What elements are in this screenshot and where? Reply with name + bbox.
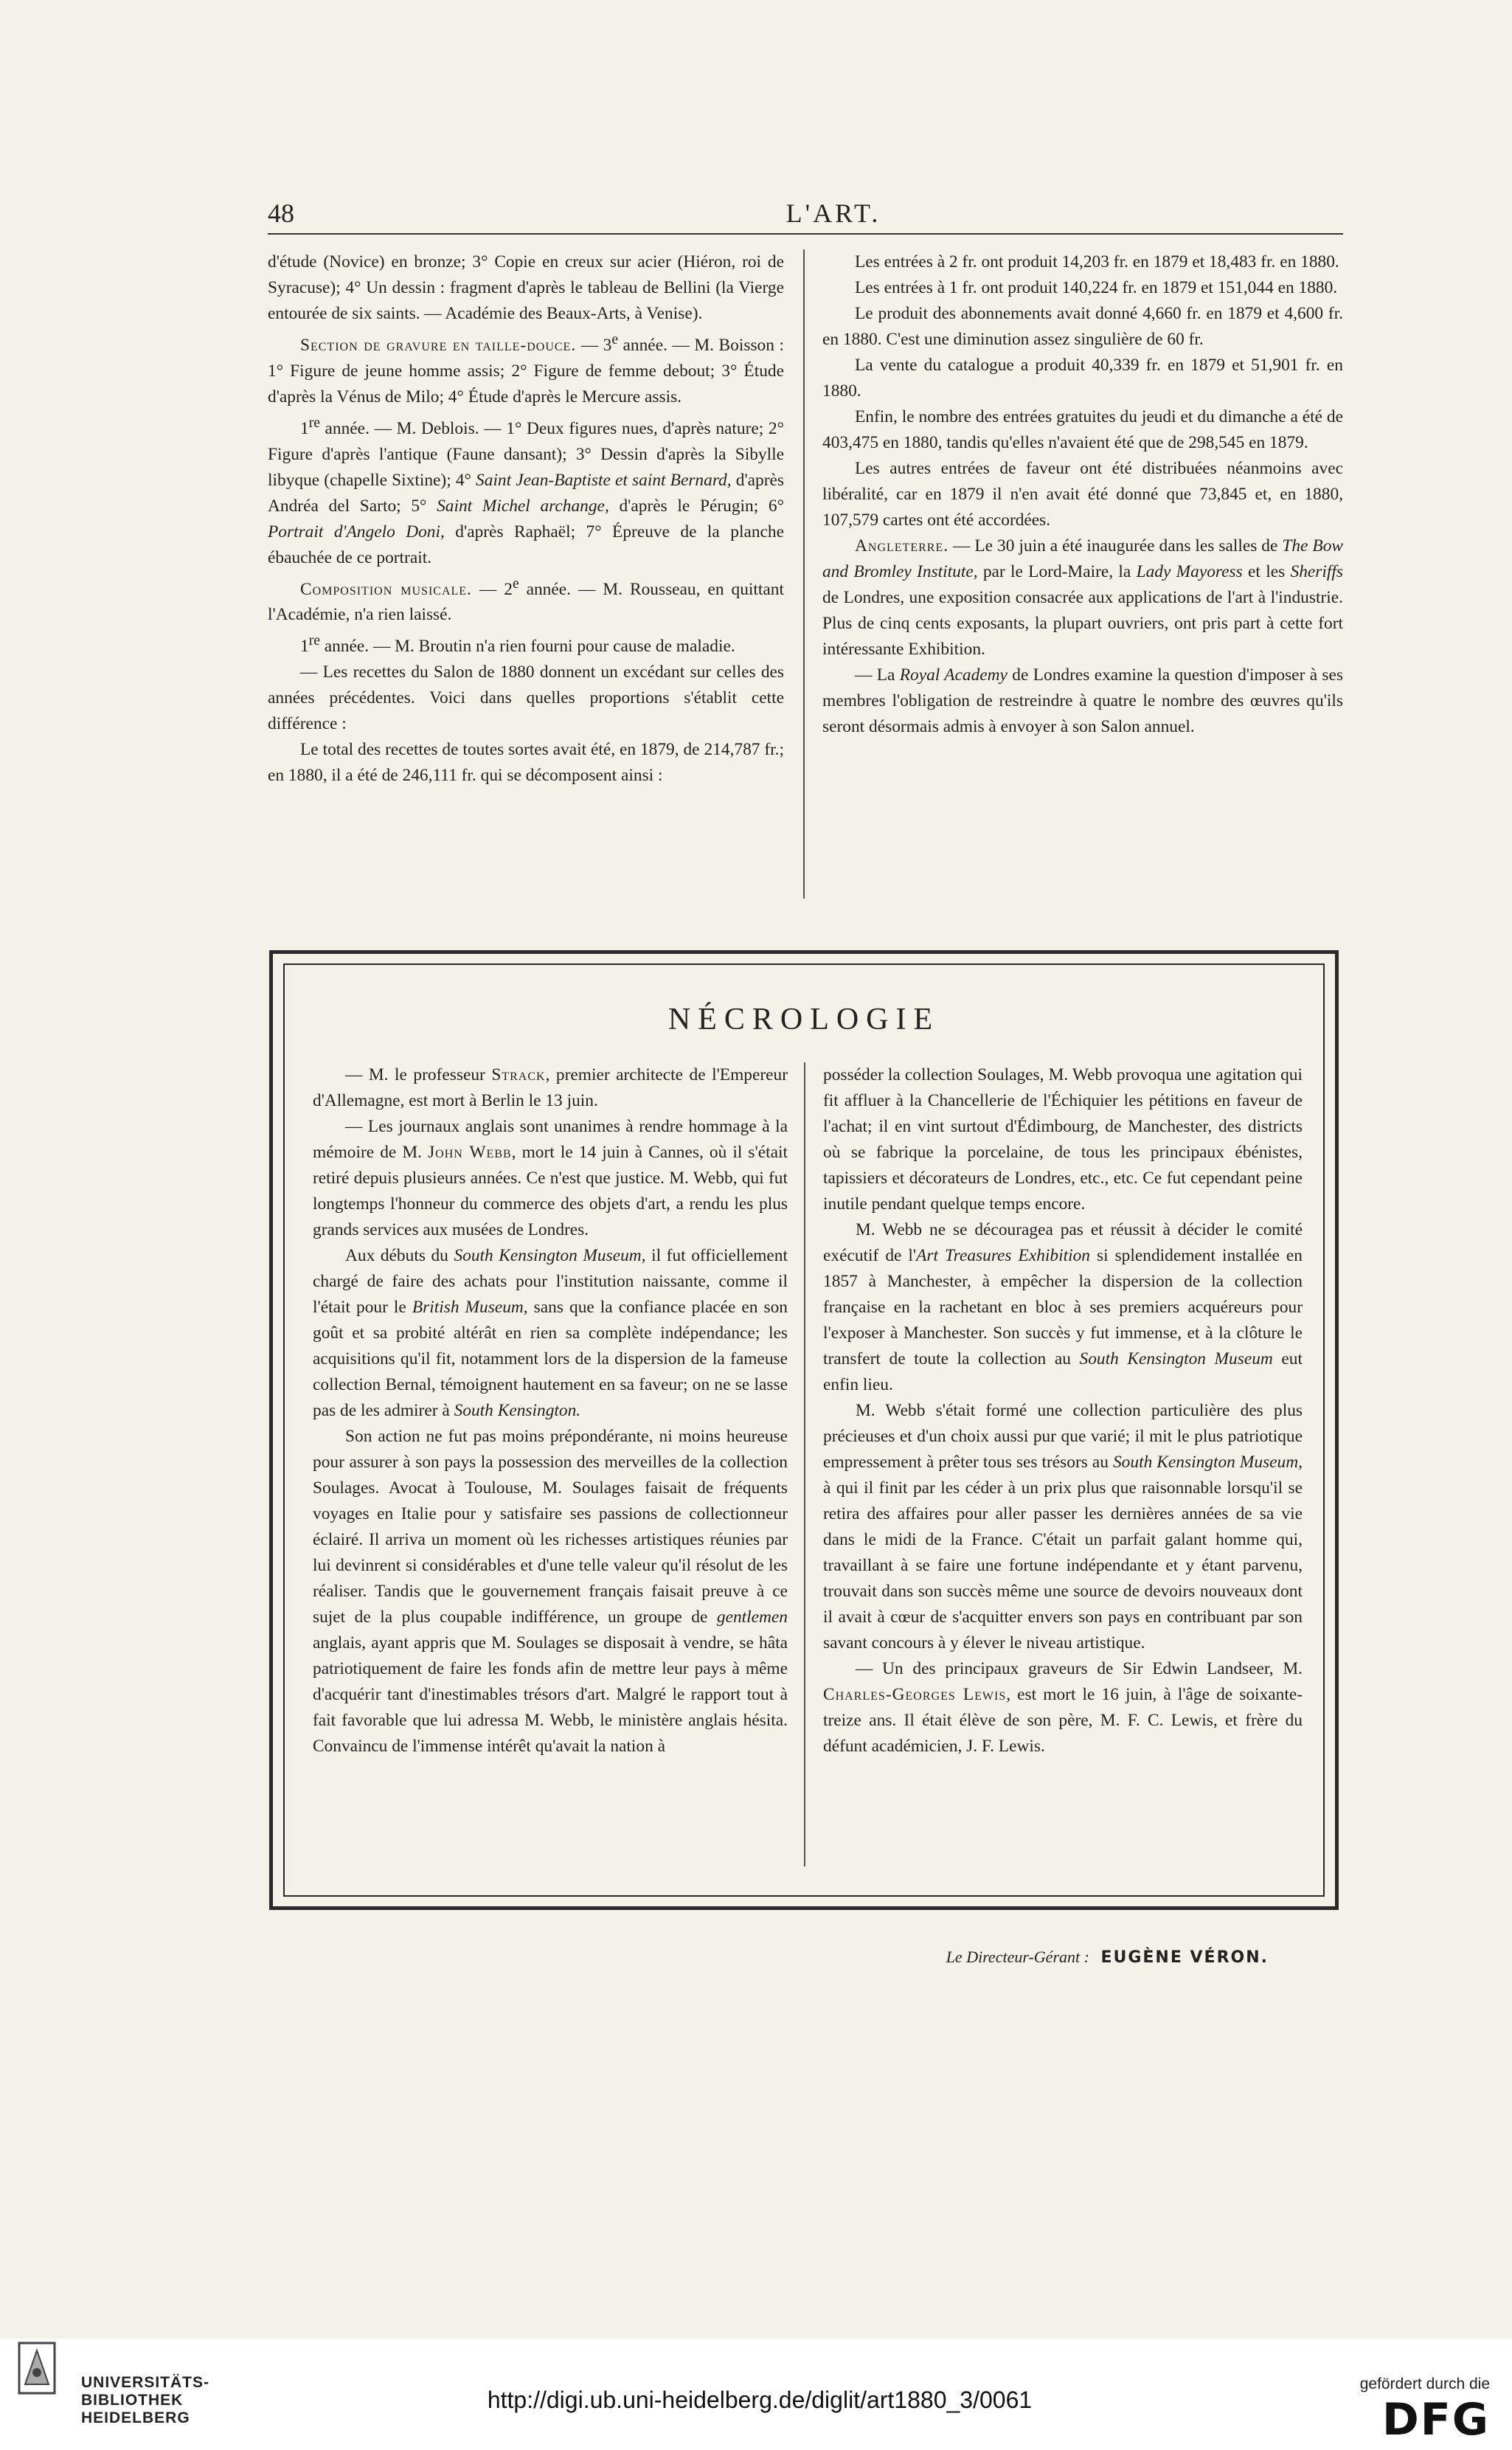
paragraph: Composition musicale. — 2e année. — M. Rousseau, en quittant l'Académie, n'a rien laissé. <box>268 575 784 625</box>
signature-line <box>811 1948 1269 1967</box>
paragraph: Le total des recettes de toutes sortes avait été, en 1879, de 214,787 fr.; en 1880, il a été de 246,111 fr. qui se décomposent ainsi : <box>268 740 784 786</box>
paragraph: Angleterre. — Le 30 juin a été inaugurée dans les salles de The Bow and Bromley Institute, par le Lord-Maire, la Lady Mayoress et les Sheriffs de Londres, une exposition consacrée aux applications de l'art à l'industrie. Plus de cinq cents exposants, la plupart ouvriers, ont pris part à cette fort intéressante Exhibition. <box>822 536 1343 659</box>
university-line-2: BIBLIOTHEK <box>81 2392 184 2409</box>
university-name <box>81 2374 209 2427</box>
paragraph: Les entrées à 1 fr. ont produit 140,224 fr. en 1879 et 151,044 en 1880. <box>855 278 1338 297</box>
signature-name: EUGÈNE VÉRON. <box>1100 1948 1269 1967</box>
paragraph: M. Webb s'était formé une collection particulière des plus précieuses et d'un choix aussi pur que varié; il mit le plus patriotique empressement à prêter tous ses trésors au South Kensington Museum, à qui il finit par les céder à un prix plus que raisonnable lorsqu'il se retira des affaires pour aller passer les dernières années de sa vie dans le midi de la France. C'était un parfait galant homme qui, travaillant à se faire une fortune indépendante et y étant parvenu, trouvait dans son succès même une source de devoirs nouveaux dont il avait à cœur de s'acquitter envers son pays en contribuant par son savant concours à y élever le niveau artistique. <box>823 1401 1303 1653</box>
paragraph: M. Webb ne se découragea pas et réussit à décider le comité exécutif de l'Art Treasures Exhibition si splendidement installée en 1857 à Manchester, à empêcher la dispersion de la collection française en la rachetant en bloc à ses premiers acquéreurs pour l'exposer à Manchester. Son succès y fut immense, et à la clôture le transfert de toute la collection au South Kensington Museum eut enfin lieu. <box>823 1220 1303 1394</box>
dfg-logo-icon: DFG <box>1381 2394 1490 2446</box>
paragraph: Son action ne fut pas moins prépondérante, ni moins heureuse pour assurer à son pays la possession des merveilles de la collection Soulages. Avocat à Toulouse, M. Soulages faisait de fréquents voyages en Italie pour y satisfaire ses passions de collectionneur éclairé. Il arriva un moment où les richesses artistiques réunies par lui devinrent si considérables et d'une telle valeur qu'il résolut de les réaliser. Tandis que le gouvernement français faisait preuve à ce sujet de la plus coupable indifférence, un groupe de gentlemen anglais, ayant appris que M. Soulages se disposait à vendre, se hâta patriotiquement de faire les fonds afin de mettre leur pays à même d'acquérir tant d'inestimables trésors d'art. Malgré le rapport tout à fait favorable que lui adressa M. Webb, le ministère anglais hésita. Convaincu de l'immense intérêt qu'avait la nation à <box>313 1427 788 1756</box>
signature-role: Le Directeur-Gérant : <box>946 1948 1089 1966</box>
permalink-url[interactable]: http://digi.ub.uni-heidelberg.de/diglit/art1880_3/0061 <box>487 2387 1033 2413</box>
paragraph: Aux débuts du South Kensington Museum, il fut officiellement chargé de faire des achats pour l'institution naissante, comme il l'était pour le British Museum, sans que la confiance placée en son goût et sa probité altérât en rien sa complète indépendance; les acquisitions qu'il fit, notamment lors de la dispersion de la fameuse collection Bernal, témoignent hautement en sa faveur; on ne se lasse pas de les admirer à South Kensington. <box>313 1246 788 1420</box>
necrologie-title: NÉCROLOGIE <box>667 1003 940 1037</box>
paragraph: Le produit des abonnements avait donné 4,660 fr. en 1879 et 4,600 fr. en 1880. C'est une diminution assez singulière de 60 fr. <box>822 304 1343 349</box>
paragraph: Section de gravure en taille-douce. — 3e année. — M. Boisson : 1° Figure de jeune homme assis; 2° Figure de femme debout; 3° Étude d'après la Vénus de Milo; 4° Étude d'après le Mercure assis. <box>268 332 784 406</box>
paragraph: — La Royal Academy de Londres examine la question d'imposer à ses membres l'obligation de restreindre à quatre le nombre des œuvres qu'ils seront désormais admis à envoyer à son Salon annuel. <box>822 665 1343 736</box>
paragraph: — Les recettes du Salon de 1880 donnent un excédant sur celles des années précédentes. Voici dans quelles proportions s'établit cette différence : <box>268 662 784 734</box>
top-right-column <box>822 249 1343 740</box>
paragraph: d'étude (Novice) en bronze; 3° Copie en creux sur acier (Hiéron, roi de Syracuse); 4° Un dessin : fragment d'après le tableau de Bellini (la Vierge entourée de six saints. — Académie des Beaux-Arts, à Venise). <box>268 252 784 323</box>
header-rule <box>268 233 1343 235</box>
paragraph: 1re année. — M. Broutin n'a rien fourni pour cause de maladie. <box>300 633 735 657</box>
top-column-separator <box>803 249 805 899</box>
paragraph: La vente du catalogue a produit 40,339 fr. en 1879 et 51,901 fr. en 1880. <box>822 356 1343 401</box>
necrologie-right-column <box>823 1062 1303 1759</box>
top-left-column <box>268 249 784 789</box>
funding-label: gefördert durch die <box>1359 2375 1490 2392</box>
paragraph: Les autres entrées de faveur ont été distribuées néanmoins avec libéralité, car en 1879 il n'en avait été donné que 73,845 et, en 1880, 107,579 cartes ont été accordées. <box>822 459 1343 530</box>
paragraph: — Les journaux anglais sont unanimes à rendre hommage à la mémoire de M. John Webb, mort le 14 juin à Cannes, où il s'était retiré depuis plusieurs années. Ce n'est que justice. M. Webb, qui fut longtemps l'honneur du commerce des objets d'art, a rendu les plus grands services aux musées de Londres. <box>313 1117 788 1239</box>
journal-title: L'ART. <box>786 198 881 228</box>
paragraph: 1re année. — M. Deblois. — 1° Deux figures nues, d'après nature; 2° Figure d'après l'antique (Faune dansant); 3° Dessin d'après la Sibylle libyque (chapelle Sixtine); 4° Saint Jean-Baptiste et saint Bernard, d'après Andréa del Sarto; 5° Saint Michel archange, d'après le Pérugin; 6° Portrait d'Angelo Doni, d'après Raphaël; 7° Épreuve de la planche ébauchée de ce portrait. <box>268 415 785 567</box>
university-line-1: UNIVERSITÄTS- <box>81 2374 210 2391</box>
paragraph: — Un des principaux graveurs de Sir Edwin Landseer, M. Charles-Georges Lewis, est mort le 16 juin, à l'âge de soixante-treize ans. Il était élève de son père, M. F. C. Lewis, et frère du défunt académicien, J. F. Lewis. <box>823 1659 1303 1756</box>
paragraph: Enfin, le nombre des entrées gratuites du jeudi et du dimanche a été de 403,475 en 1880, tandis qu'elles n'avaient été que de 298,545 en 1879. <box>822 407 1343 452</box>
page-number: 48 <box>268 198 294 228</box>
paragraph: posséder la collection Soulages, M. Webb provoqua une agitation qui fit affluer à la Chancellerie de l'Échiquier les pétitions en faveur de l'achat; il en vint surtout d'Édimbourg, de Manchester, des districts où se fabrique la porcelaine, de tous les principaux ébénistes, tapissiers et décorateurs de Londres, etc., etc. Ce fut cependant peine inutile pendant quelque temps encore. <box>823 1065 1303 1214</box>
necrologie-column-separator <box>804 1062 805 1866</box>
necrologie-left-column <box>313 1062 788 1759</box>
paragraph: — M. le professeur Strack, premier architecte de l'Empereur d'Allemagne, est mort à Berlin le 13 juin. <box>313 1065 788 1110</box>
viewer-footer <box>0 2339 1512 2450</box>
paragraph: Les entrées à 2 fr. ont produit 14,203 fr. en 1879 et 18,483 fr. en 1880. <box>855 252 1339 271</box>
university-line-3: HEIDELBERG <box>81 2409 190 2426</box>
university-seal-icon <box>15 2340 59 2396</box>
